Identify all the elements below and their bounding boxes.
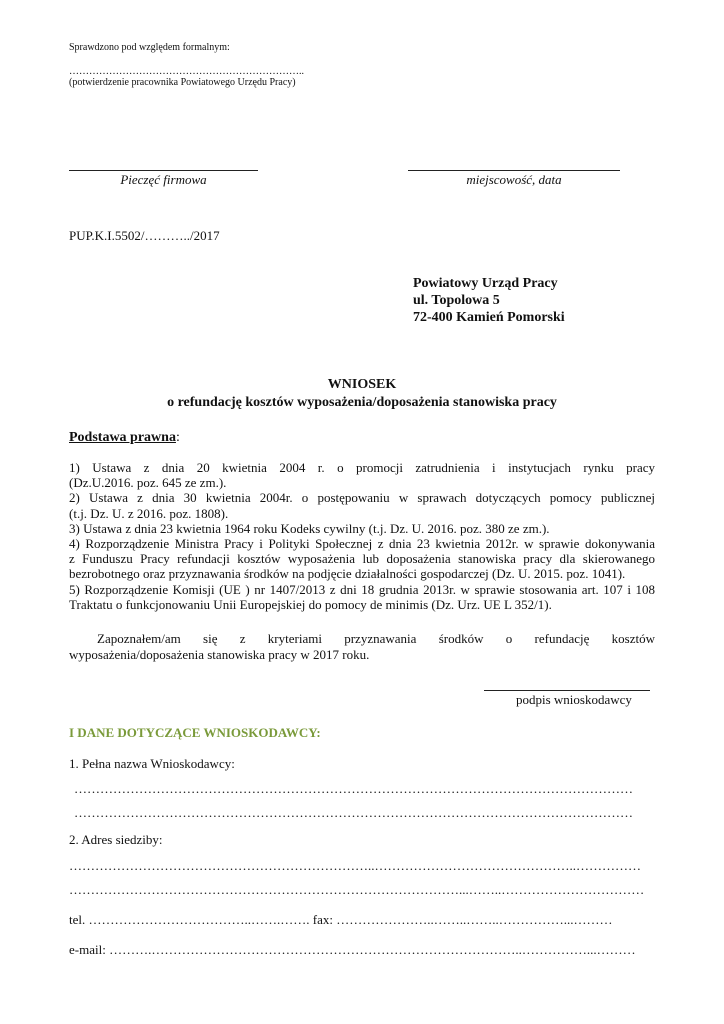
field-2-dots-line-2[interactable]: ………………………………………………………………………………...……..…………………………… xyxy=(69,882,645,897)
legal-basis-heading xyxy=(69,430,180,446)
legal-item-4-line-3: bezrobotnego oraz przyznawania środków na podjęcie działalności gospodarczej (Dz. U. 2015. poz. 1041). xyxy=(69,566,626,582)
field-2-label: 2. Adres siedziby: xyxy=(69,832,163,847)
legal-item-4-line-2: z Funduszu Pracy refundacji kosztów wyposażenia lub doposażenia stanowiska pracy dla skierowanego xyxy=(69,551,655,567)
place-date-label: miejscowość, data xyxy=(466,172,562,187)
fax-dots[interactable]: …………………..……..……..……………...……… xyxy=(336,912,613,927)
legal-item-1-line-2: (Dz.U.2016. poz. 645 ze zm.). xyxy=(69,475,227,491)
document-subtitle: o refundację kosztów wyposażenia/doposażenia stanowiska pracy xyxy=(167,395,557,410)
declaration-line-2: wyposażenia/doposażenia stanowiska pracy w 2017 roku. xyxy=(69,647,370,662)
legal-basis-heading-text: Podstawa prawna xyxy=(69,430,176,445)
tel-label: tel. xyxy=(69,912,89,927)
email-dots[interactable]: ……….…………………………………………………………………………..……………...……… xyxy=(109,942,636,957)
section-1-heading: I DANE DOTYCZĄCE WNIOSKODAWCY: xyxy=(69,725,321,740)
legal-item-5-line-1: 5) Rozporządzenie Komisji (UE ) nr 1407/2013 z dni 18 grudnia 2013r. w sprawie stosowania art. 107 i 108 xyxy=(69,581,655,597)
legal-basis-heading-colon: : xyxy=(175,430,180,445)
addressee-line-3: 72-400 Kamień Pomorski xyxy=(413,310,565,325)
verification-dots: …………………………………………………………….. xyxy=(69,66,304,77)
signature-label: podpis wnioskodawcy xyxy=(516,692,632,707)
stamp-label: Pieczęć firmowa xyxy=(120,172,207,187)
field-1-dots-line-2[interactable]: ………………………………………………………………………………………………………………… xyxy=(74,805,633,820)
tel-dots[interactable]: ………………………………..…….……. xyxy=(88,912,313,927)
place-date-line xyxy=(408,170,620,171)
verification-note: (potwierdzenie pracownika Powiatowego Urzędu Pracy) xyxy=(69,77,296,88)
email-label: e-mail: xyxy=(69,942,110,957)
signature-line xyxy=(484,690,650,691)
field-1-label: 1. Pełna nazwa Wnioskodawcy: xyxy=(69,756,235,771)
email-row xyxy=(69,942,655,958)
legal-item-2-line-2: (t.j. Dz. U. z 2016. poz. 1808). xyxy=(69,505,229,521)
legal-item-2-line-1: 2) Ustawa z dnia 30 kwietnia 2004r. o postępowaniu w sprawach dotyczących pomocy publicznej xyxy=(69,490,655,506)
stamp-line xyxy=(69,170,258,171)
legal-item-3-line-1: 3) Ustawa z dnia 23 kwietnia 1964 roku Kodeks cywilny (t.j. Dz. U. 2016. poz. 380 ze zm.). xyxy=(69,520,550,536)
addressee-line-2: ul. Topolowa 5 xyxy=(413,293,500,308)
field-2-dots-line-1[interactable]: ……………………………………………………………..………………………………………..…………… xyxy=(69,858,641,873)
case-number: PUP.K.I.5502/………../2017 xyxy=(69,228,220,243)
declaration-line-1: Zapoznałem/am się z kryteriami przyznawania środków o refundację kosztów xyxy=(97,631,655,646)
legal-item-4-line-1: 4) Rozporządzenie Ministra Pracy i Polityki Społecznej z dnia 23 kwietnia 2012r. w sprawie dokonywania xyxy=(69,536,655,552)
field-1-dots-line-1[interactable]: ………………………………………………………………………………………………………………… xyxy=(74,781,633,796)
document-title: WNIOSEK xyxy=(327,377,397,392)
legal-item-1-line-1: 1) Ustawa z dnia 20 kwietnia 2004 r. o promocji zatrudnienia i instytucjach rynku pracy xyxy=(69,460,655,475)
legal-item-5-line-2: Traktatu o funkcjonowaniu Unii Europejskiej do pomocy de minimis (Dz. Urz. UE L 352/1). xyxy=(69,596,552,612)
legal-basis-list xyxy=(69,460,655,612)
verification-heading: Sprawdzono pod względem formalnym: xyxy=(69,42,230,53)
tel-fax-row xyxy=(69,912,655,928)
addressee-line-1: Powiatowy Urząd Pracy xyxy=(413,276,558,291)
fax-label: fax: xyxy=(312,912,337,927)
